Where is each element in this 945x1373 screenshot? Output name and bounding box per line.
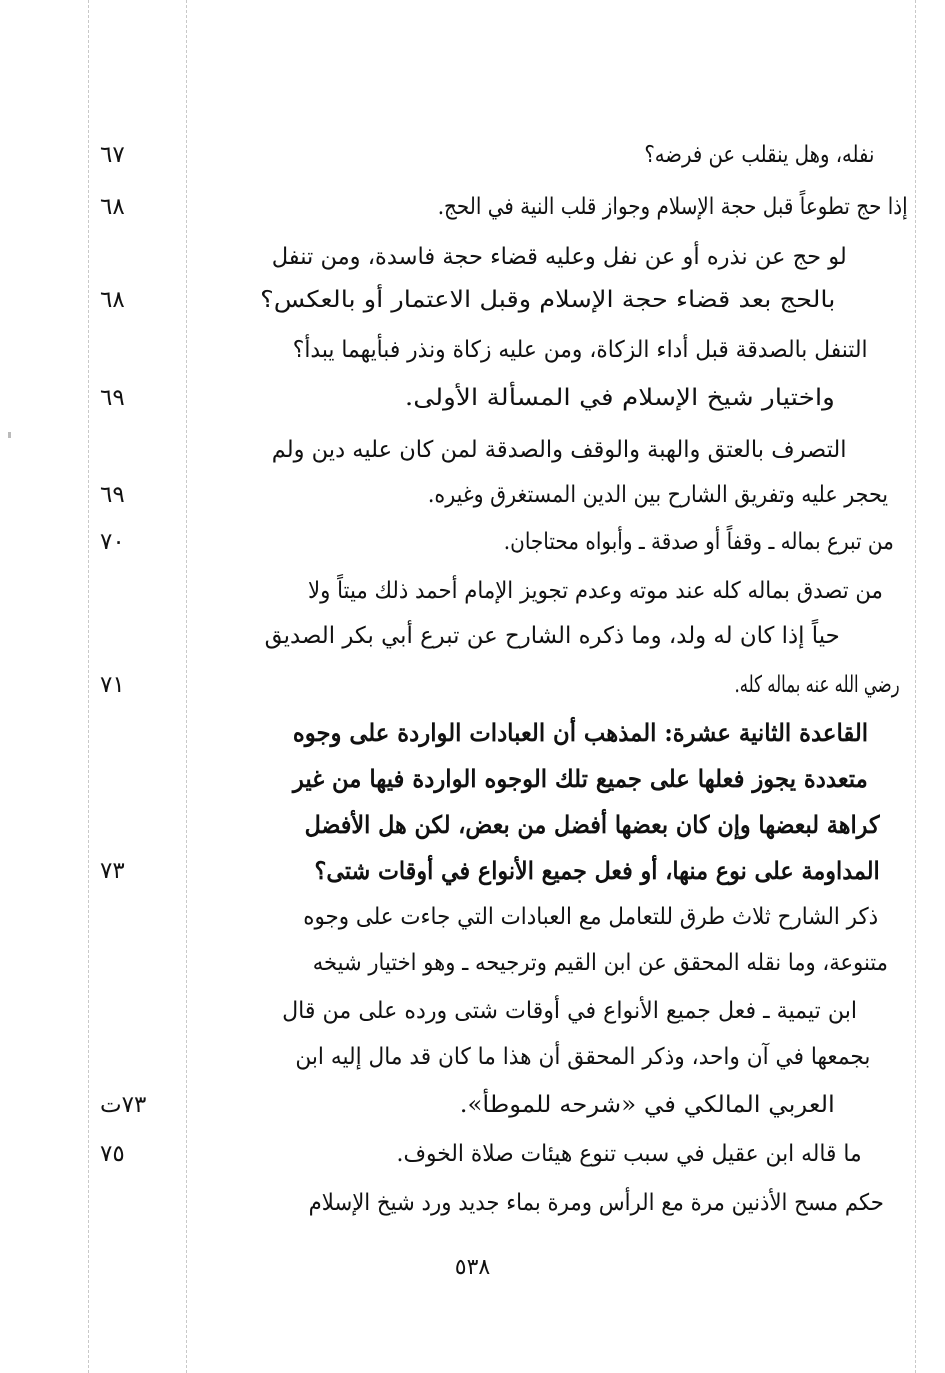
index-entry [100,566,883,616]
entry-page-ref: ٦٩ [100,482,125,508]
entry-text: رضي الله عنه بماله كله. [734,672,900,698]
index-entry [100,800,880,850]
index-entry [100,373,835,423]
entry-text: بجمعها في آن واحد، وذكر المحقق أن هذا ما كان قد مال إليه ابن [295,1044,871,1070]
entry-text: بالحج بعد قضاء حجة الإسلام وقبل الاعتمار أو بالعكس؟ [259,287,835,313]
rule-heading-text: كراهة لبعضها وإن كان بعضها أفضل من بعض، لكن هل الأفضل [304,810,880,839]
entry-text: حكم مسح الأذنين مرة مع الرأس ومرة بماء جديد ورد شيخ الإسلام [308,1190,884,1216]
index-entry [100,425,847,475]
index-entry [100,275,835,325]
index-entry [100,1080,835,1130]
entry-text: نفله، وهل ينقلب عن فرضه؟ [644,142,875,168]
entry-text: من تبرع بماله ـ وقفاً أو صدقة ـ وأبواه محتاجان. [503,529,894,555]
index-entry [100,660,900,710]
entry-text: حياً إذا كان له ولد، وما ذكره الشارح عن تبرع أبي بكر الصديق [264,623,840,649]
index-entry [100,517,894,567]
entry-page-ref: ٦٨ [100,194,125,220]
entry-text: يحجر عليه وتفريق الشارح بين الدين المستغرق وغيره. [427,482,889,508]
entry-page-ref: ٧٣ [100,858,125,884]
index-entry [100,708,869,758]
entry-text: ما قاله ابن عقيل في سبب تنوع هيئات صلاة الخوف. [396,1141,862,1167]
rule-heading-text: القاعدة الثانية عشرة: المذهب أن العبادات الواردة على وجوه [292,718,869,747]
entry-page-ref: ٧٣ت [100,1092,147,1118]
rule-heading-text: المداومة على نوع منها، أو فعل جميع الأنواع في أوقات شتى؟ [314,856,880,885]
entry-text: متنوعة، وما نقله المحقق عن ابن القيم وترجيحه ـ وهو اختيار شيخه [312,950,888,976]
page-number: ٥٣٨ [454,1255,491,1280]
index-entry [100,1178,884,1228]
index-entry [100,611,840,661]
entry-text: ذكر الشارح ثلاث طرق للتعامل مع العبادات التي جاءت على وجوه [303,904,879,930]
index-entry [100,846,880,896]
entry-page-ref: ٦٧ [100,142,125,168]
entry-page-ref: ٧١ [100,672,125,698]
index-entry [100,325,868,375]
index-entry [100,892,879,942]
entry-page-ref: ٧٥ [100,1141,125,1167]
entry-page-ref: ٦٩ [100,385,125,411]
entry-text: لو حج عن نذره أو عن نفل وعليه قضاء حجة فاسدة، ومن تنفل [271,244,847,270]
entry-text: من تصدق بماله كله عند موته وعدم تجويز الإمام أحمد ذلك ميتاً ولا [307,578,883,604]
scan-guide-line [88,0,89,1373]
index-entry [100,986,858,1036]
index-entry [100,130,875,180]
entry-text: ابن تيمية ـ فعل جميع الأنواع في أوقات شتى ورده على من قال [282,998,858,1024]
entry-text: العربي المالكي في «شرحه للموطأ». [459,1092,835,1118]
scan-guide-line [915,0,916,1373]
scan-speck [8,432,11,438]
entry-text: واختيار شيخ الإسلام في المسألة الأولى. [404,385,835,411]
entry-text: التصرف بالعتق والهبة والوقف والصدقة لمن كان عليه دين ولم [271,437,847,463]
index-entry [100,470,889,520]
entry-page-ref: ٧٠ [100,529,125,555]
index-entry [100,1129,862,1179]
entry-text: التنفل بالصدقة قبل أداء الزكاة، ومن عليه زكاة ونذر فبأيهما يبدأ؟ [292,337,868,363]
entry-page-ref: ٦٨ [100,287,125,313]
entry-text: إذا حج تطوعاً قبل حجة الإسلام وجواز قلب النية في الحج. [437,194,908,220]
index-entry [100,182,908,232]
rule-heading-text: متعددة يجوز فعلها على جميع تلك الوجوه الواردة فيها من غير [292,764,868,793]
index-entry [100,938,888,988]
index-entry [100,1032,871,1082]
index-entry [100,754,868,804]
